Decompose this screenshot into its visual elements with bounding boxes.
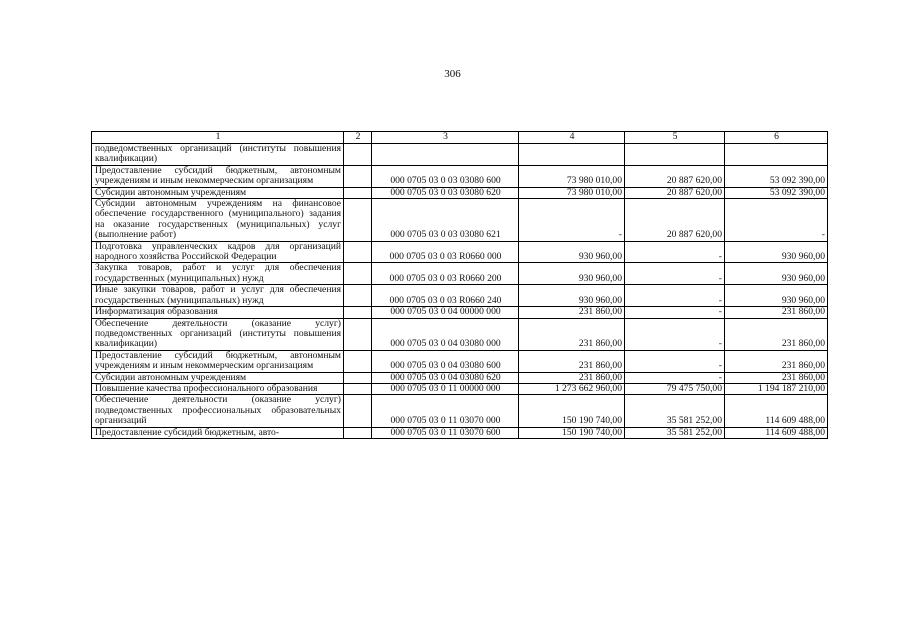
column-5-value: - <box>625 285 725 307</box>
column-2-cell <box>344 199 372 242</box>
page-number: 306 <box>444 68 461 80</box>
column-5-value: - <box>625 307 725 318</box>
row-name-cell: Иные закупки товаров, работ и услуг для обеспечения государственных (муниципальных) нужд <box>92 285 344 307</box>
column-5-value: 20 887 620,00 <box>625 187 725 198</box>
row-name-cell: Обеспечение деятельности (оказание услуг) подведомственных организаций (институты повышения квалификации) <box>92 318 344 350</box>
column-4-value: 73 980 010,00 <box>519 165 625 187</box>
column-5-value: 35 581 252,00 <box>625 427 725 438</box>
column-6-value: 114 609 488,00 <box>725 395 828 427</box>
column-6-value <box>725 144 828 166</box>
row-name-cell: Предоставление субсидий бюджетным, автономным учреждениям и иным некоммерческим организациям <box>92 350 344 372</box>
column-4-value <box>519 144 625 166</box>
column-6-value: 231 860,00 <box>725 372 828 383</box>
column-header: 3 <box>372 132 519 144</box>
column-4-value: - <box>519 199 625 242</box>
column-2-cell <box>344 144 372 166</box>
column-2-cell <box>344 165 372 187</box>
budget-code-cell: 000 0705 03 0 04 03080 000 <box>372 318 519 350</box>
budget-table <box>91 131 828 439</box>
column-2-cell <box>344 350 372 372</box>
column-4-value: 231 860,00 <box>519 350 625 372</box>
budget-code-cell: 000 0705 03 0 04 00000 000 <box>372 307 519 318</box>
budget-code-cell: 000 0705 03 0 03 R0660 240 <box>372 285 519 307</box>
row-name-cell: Предоставление субсидий бюджетным, авто- <box>92 427 344 438</box>
column-6-value: 231 860,00 <box>725 350 828 372</box>
column-2-cell <box>344 241 372 263</box>
table-row <box>92 318 828 350</box>
budget-code-cell <box>372 144 519 166</box>
row-name-cell: Информатизация образования <box>92 307 344 318</box>
table-row <box>92 383 828 394</box>
column-5-value: 20 887 620,00 <box>625 165 725 187</box>
column-4-value: 930 960,00 <box>519 285 625 307</box>
row-name-cell: Предоставление субсидий бюджетным, автономным учреждениям и иным некоммерческим организациям <box>92 165 344 187</box>
table-row <box>92 199 828 242</box>
column-2-cell <box>344 285 372 307</box>
table-row <box>92 187 828 198</box>
budget-code-cell: 000 0705 03 0 03 03080 620 <box>372 187 519 198</box>
budget-code-cell: 000 0705 03 0 11 00000 000 <box>372 383 519 394</box>
column-6-value: 1 194 187 210,00 <box>725 383 828 394</box>
column-6-value: 53 092 390,00 <box>725 187 828 198</box>
table-row <box>92 144 828 166</box>
table-header-row <box>92 132 828 144</box>
column-header: 5 <box>625 132 725 144</box>
column-header: 4 <box>519 132 625 144</box>
column-4-value: 231 860,00 <box>519 318 625 350</box>
column-2-cell <box>344 372 372 383</box>
column-5-value: - <box>625 318 725 350</box>
column-4-value: 150 190 740,00 <box>519 427 625 438</box>
budget-code-cell: 000 0705 03 0 03 R0660 200 <box>372 263 519 285</box>
table-row <box>92 427 828 438</box>
budget-code-cell: 000 0705 03 0 11 03070 600 <box>372 427 519 438</box>
column-header: 6 <box>725 132 828 144</box>
column-6-value: 930 960,00 <box>725 263 828 285</box>
row-name-cell: Повышение качества профессионального образования <box>92 383 344 394</box>
column-5-value: 35 581 252,00 <box>625 395 725 427</box>
column-4-value: 930 960,00 <box>519 241 625 263</box>
column-6-value: 53 092 390,00 <box>725 165 828 187</box>
column-6-value: 114 609 488,00 <box>725 427 828 438</box>
table-row <box>92 372 828 383</box>
table-row <box>92 307 828 318</box>
column-5-value: - <box>625 350 725 372</box>
column-4-value: 930 960,00 <box>519 263 625 285</box>
row-name-cell: Подготовка управленческих кадров для организаций народного хозяйства Российской Федерации <box>92 241 344 263</box>
column-4-value: 231 860,00 <box>519 307 625 318</box>
column-4-value: 1 273 662 960,00 <box>519 383 625 394</box>
column-2-cell <box>344 427 372 438</box>
column-header: 2 <box>344 132 372 144</box>
budget-code-cell: 000 0705 03 0 03 03080 600 <box>372 165 519 187</box>
column-5-value <box>625 144 725 166</box>
table-row <box>92 350 828 372</box>
budget-code-cell: 000 0705 03 0 04 03080 620 <box>372 372 519 383</box>
column-2-cell <box>344 307 372 318</box>
column-6-value: - <box>725 199 828 242</box>
row-name-cell: Субсидии автономным учреждениям <box>92 187 344 198</box>
row-name-cell: подведомственных организаций (институты повышения квалификации) <box>92 144 344 166</box>
budget-code-cell: 000 0705 03 0 04 03080 600 <box>372 350 519 372</box>
budget-code-cell: 000 0705 03 0 03 03080 621 <box>372 199 519 242</box>
column-6-value: 930 960,00 <box>725 241 828 263</box>
table-row <box>92 395 828 427</box>
column-4-value: 73 980 010,00 <box>519 187 625 198</box>
column-2-cell <box>344 263 372 285</box>
table-row <box>92 165 828 187</box>
column-5-value: - <box>625 241 725 263</box>
row-name-cell: Субсидии автономным учреждениям на финансовое обеспечение государственного (муниципального) задания на оказание государственных (муниципальных) услуг (выполнение работ) <box>92 199 344 242</box>
column-6-value: 231 860,00 <box>725 318 828 350</box>
table-row <box>92 285 828 307</box>
column-6-value: 231 860,00 <box>725 307 828 318</box>
column-5-value: - <box>625 263 725 285</box>
column-6-value: 930 960,00 <box>725 285 828 307</box>
column-5-value: 79 475 750,00 <box>625 383 725 394</box>
table-row <box>92 263 828 285</box>
column-2-cell <box>344 187 372 198</box>
row-name-cell: Субсидии автономным учреждениям <box>92 372 344 383</box>
table-row <box>92 241 828 263</box>
column-2-cell <box>344 318 372 350</box>
column-4-value: 150 190 740,00 <box>519 395 625 427</box>
row-name-cell: Обеспечение деятельности (оказание услуг) подведомственных профессиональных образовательных организаций <box>92 395 344 427</box>
column-header: 1 <box>92 132 344 144</box>
budget-code-cell: 000 0705 03 0 03 R0660 000 <box>372 241 519 263</box>
column-2-cell <box>344 395 372 427</box>
column-4-value: 231 860,00 <box>519 372 625 383</box>
column-5-value: - <box>625 372 725 383</box>
row-name-cell: Закупка товаров, работ и услуг для обеспечения государственных (муниципальных) нужд <box>92 263 344 285</box>
budget-code-cell: 000 0705 03 0 11 03070 000 <box>372 395 519 427</box>
column-5-value: 20 887 620,00 <box>625 199 725 242</box>
column-2-cell <box>344 383 372 394</box>
